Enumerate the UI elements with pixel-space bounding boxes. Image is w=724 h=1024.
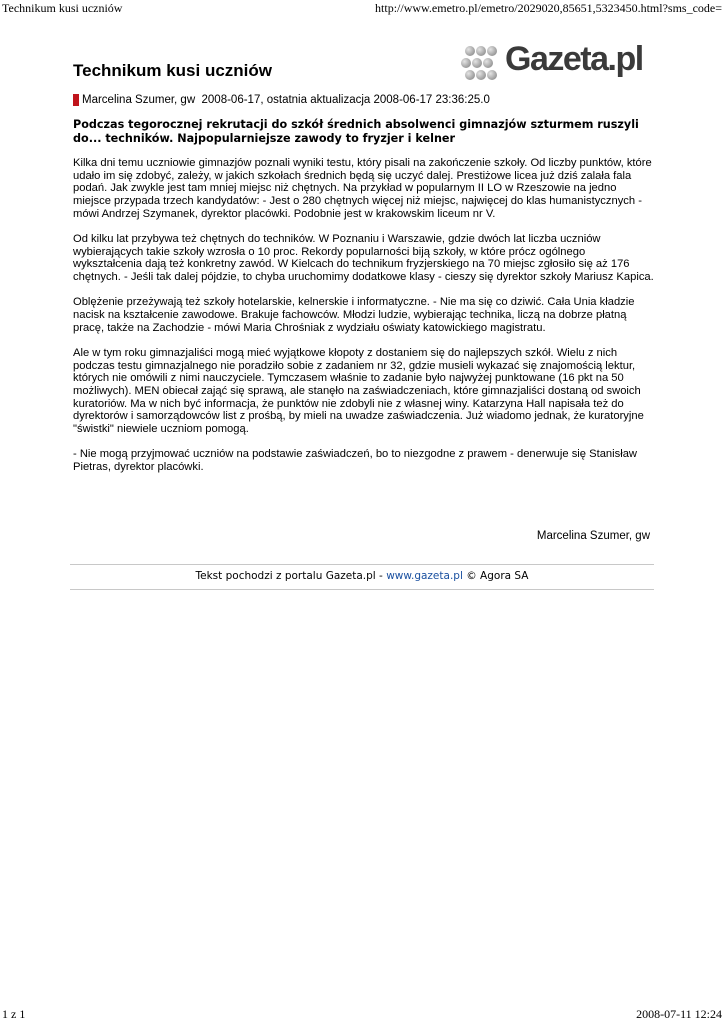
source-prefix: Tekst pochodzi z portalu Gazeta.pl - xyxy=(195,570,387,582)
print-header-url: http://www.emetro.pl/emetro/2029020,85651,5323450.html?sms_code= xyxy=(375,1,722,15)
article-body xyxy=(73,157,655,486)
source-note xyxy=(70,570,654,582)
paragraph: Oblężenie przeżywają też szkoły hotelarskie, kelnerskie i informatyczne. - Nie ma się co dziwić. Cała Unia kładzie nacisk na kształcenie zawodowe. Brakuje fachowców. Młodzi ludzie, wybierając technika, liczą na dobrze płatną pracę, także na Zachodzie - mówi Maria Chrośniak z wydziału oświaty katowickiego magistratu. xyxy=(73,296,635,334)
logo-dots-icon xyxy=(461,46,501,86)
gazeta-link[interactable]: www.gazeta.pl xyxy=(386,570,463,582)
article-lead: Podczas tegorocznej rekrutacji do szkół średnich absolwenci gimnazjów szturmem ruszyli do... techników. Najpopularniejsze zawody to fryzjer i kelner xyxy=(73,118,639,145)
paragraph: Ale w tym roku gimnazjaliści mogą mieć wyjątkowe kłopoty z dostaniem się do najlepszych szkół. Wielu z nich podczas testu gimnazjalnego nie poradziło sobie z zadaniem nr 32, gdzie musieli wykazać się znajomością lektur, których nie omówili z nimi nauczyciele. Tymczasem właśnie to zadanie było najwyżej punktowane (16 pkt na 50 możliwych). MEN obiecał zająć się sprawą, ale stanęło na zaświadczeniach, które gimnazjaliści dostaną od swoich kuratoriów. Ma w nich być informacja, że punktów nie zdobyli nie z własnej winy. Katarzyna Hall napisała też do dyrektorów i samorządowców list z prośbą, by mieli na uwadze zaświadczenia. Już wiadomo jednak, że kuratoryjne "świstki" niewiele uczniom pomogą. xyxy=(73,346,644,436)
article-title: Technikum kusi uczniów xyxy=(73,61,272,80)
print-footer-datetime: 2008-07-11 12:24 xyxy=(636,1007,722,1021)
paragraph: Od kilku lat przybywa też chętnych do techników. W Poznaniu i Warszawie, gdzie dwóch lat liczba uczniów wybierających takie szkoły wzrosła o 10 proc. Rekordy popularności biją szkoły, w które prócz ogólnego wykształcenia dają też konkretny zawód. W Kielcach do technikum fryzjerskiego na 70 miejsc zgłosiło się aż 176 chętnych. - Jeśli tak dalej pójdzie, to chyba uruchomimy dodatkowe klasy - cieszy się dyrektor szkoły Mariusz Kapica. xyxy=(73,233,654,284)
byline-marker-icon xyxy=(73,94,79,106)
paragraph: - Nie mogą przyjmować uczniów na podstawie zaświadczeń, bo to niezgodne z prawem - denerwuje się Stanisław Pietras, dyrektor placówki. xyxy=(73,448,638,474)
article-signature: Marcelina Szumer, gw xyxy=(536,530,650,542)
gazeta-logo xyxy=(461,40,647,86)
logo-wordmark: Gazeta.pl xyxy=(505,40,643,78)
divider xyxy=(70,564,654,565)
print-footer-page: 1 z 1 xyxy=(2,1007,26,1021)
source-suffix: © Agora SA xyxy=(462,570,529,582)
byline-text: Marcelina Szumer, gw 2008-06-17, ostatnia aktualizacja 2008-06-17 23:36:25.0 xyxy=(82,94,490,106)
print-header-title: Technikum kusi uczniów xyxy=(2,1,123,15)
paragraph: Kilka dni temu uczniowie gimnazjów poznali wyniki testu, który pisali na zakończenie szkoły. Od liczby punktów, które udało im się zdobyć, zależy, w jakich szkołach średnich będą się uczyć dalej. Prestiżowe licea już dziś zalała fala podań. Jak zwykle jest tam mniej miejsc niż chętnych. Na przykład w popularnym II LO w Rzeszowie na jedno miejsce przypada trzech kandydatów: - Jest o 280 chętnych więcej niż miejsc, najwięcej do klas humanistycznych - mówi Andrzej Szymanek, dyrektor placówki. Podobnie jest w krakowskim liceum nr V. xyxy=(73,157,652,220)
byline xyxy=(73,94,490,106)
divider xyxy=(70,589,654,590)
